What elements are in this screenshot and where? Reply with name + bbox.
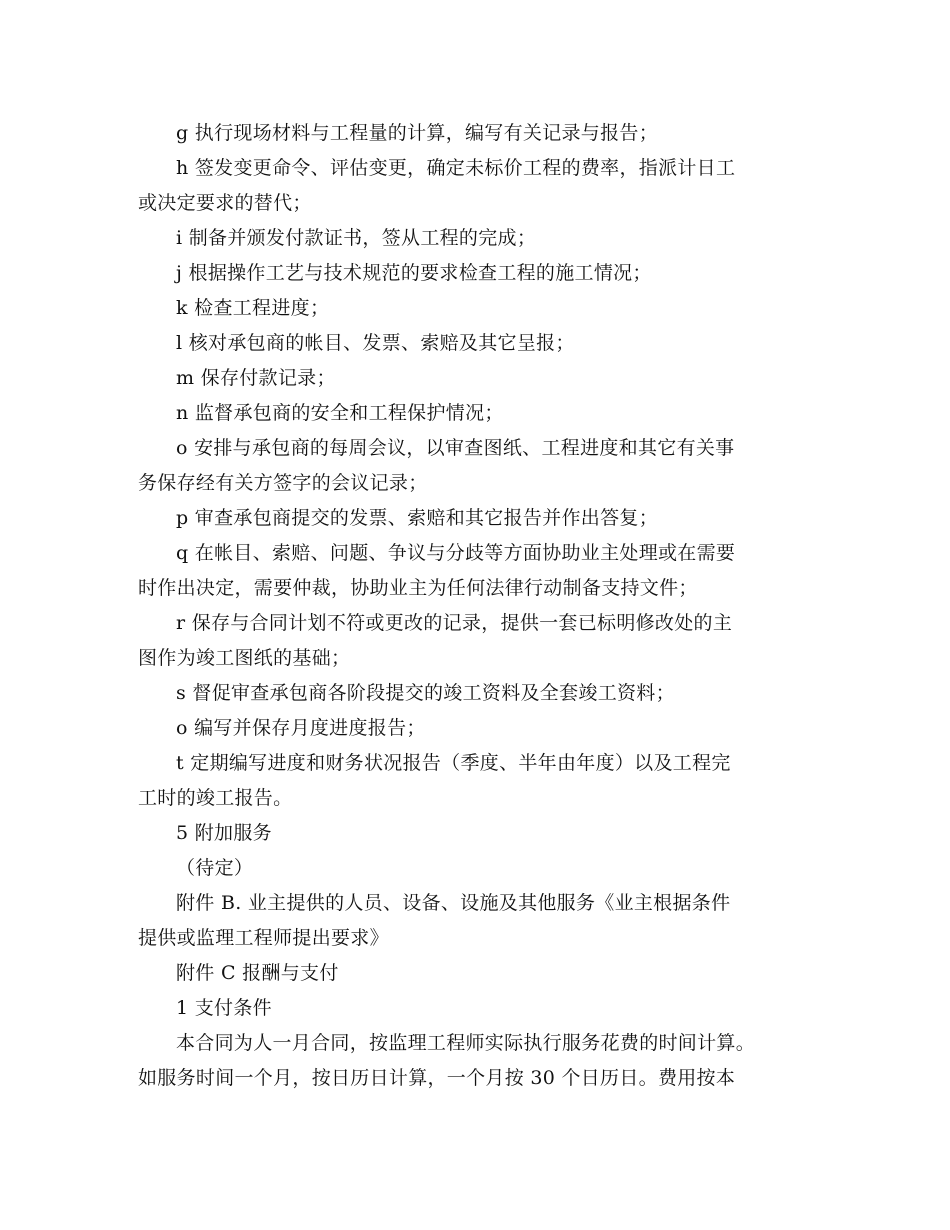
text-line: （待定） bbox=[176, 857, 254, 879]
text-line: 或决定要求的替代； bbox=[138, 192, 312, 214]
text-line: 工时的竣工报告。 bbox=[138, 787, 293, 809]
text-line: r 保存与合同计划不符或更改的记录，提供一套已标明修改处的主 bbox=[176, 612, 733, 634]
text-line: 本合同为人一月合同，按监理工程师实际执行服务花费的时间计算。 bbox=[176, 1032, 756, 1054]
text-line: m 保存付款记录； bbox=[176, 367, 336, 389]
text-line: p 审查承包商提交的发票、索赔和其它报告并作出答复； bbox=[176, 507, 659, 529]
text-line: k 检查工程进度； bbox=[176, 297, 330, 319]
appendix-heading: 附件 C 报酬与支付 bbox=[176, 962, 339, 984]
appendix-heading: 附件 B. 业主提供的人员、设备、设施及其他服务《业主根据条件 bbox=[176, 892, 731, 914]
text-line: l 核对承包商的帐目、发票、索赔及其它呈报； bbox=[176, 332, 575, 354]
text-line: h 签发变更命令、评估变更，确定未标价工程的费率，指派计日工 bbox=[176, 157, 736, 179]
text-line: t 定期编写进度和财务状况报告（季度、半年由年度）以及工程完 bbox=[176, 752, 731, 774]
text-line: 时作出决定，需要仲裁，协助业主为任何法律行动制备支持文件； bbox=[138, 577, 698, 599]
section-heading: 1 支付条件 bbox=[176, 997, 272, 1019]
section-heading: 5 附加服务 bbox=[176, 822, 272, 844]
text-line: q 在帐目、索赔、问题、争议与分歧等方面协助业主处理或在需要 bbox=[176, 542, 736, 564]
text-line: 图作为竣工图纸的基础； bbox=[138, 647, 351, 669]
text-line: 提供或监理工程师提出要求》 bbox=[138, 927, 389, 949]
text-line: g 执行现场材料与工程量的计算，编写有关记录与报告； bbox=[176, 122, 659, 144]
text-line: 务保存经有关方签字的会议记录； bbox=[138, 472, 428, 494]
document-body bbox=[138, 116, 838, 1096]
text-line: j 根据操作工艺与技术规范的要求检查工程的施工情况； bbox=[176, 262, 652, 284]
text-line: 如服务时间一个月，按日历日计算，一个月按 30 个日历日。费用按本 bbox=[138, 1067, 736, 1089]
text-line: s 督促审查承包商各阶段提交的竣工资料及全套竣工资料； bbox=[176, 682, 675, 704]
text-line: i 制备并颁发付款证书，签从工程的完成； bbox=[176, 227, 537, 249]
text-line: o 安排与承包商的每周会议，以审查图纸、工程进度和其它有关事 bbox=[176, 437, 735, 459]
text-line: o 编写并保存月度进度报告； bbox=[176, 717, 426, 739]
text-line: n 监督承包商的安全和工程保护情况； bbox=[176, 402, 504, 424]
